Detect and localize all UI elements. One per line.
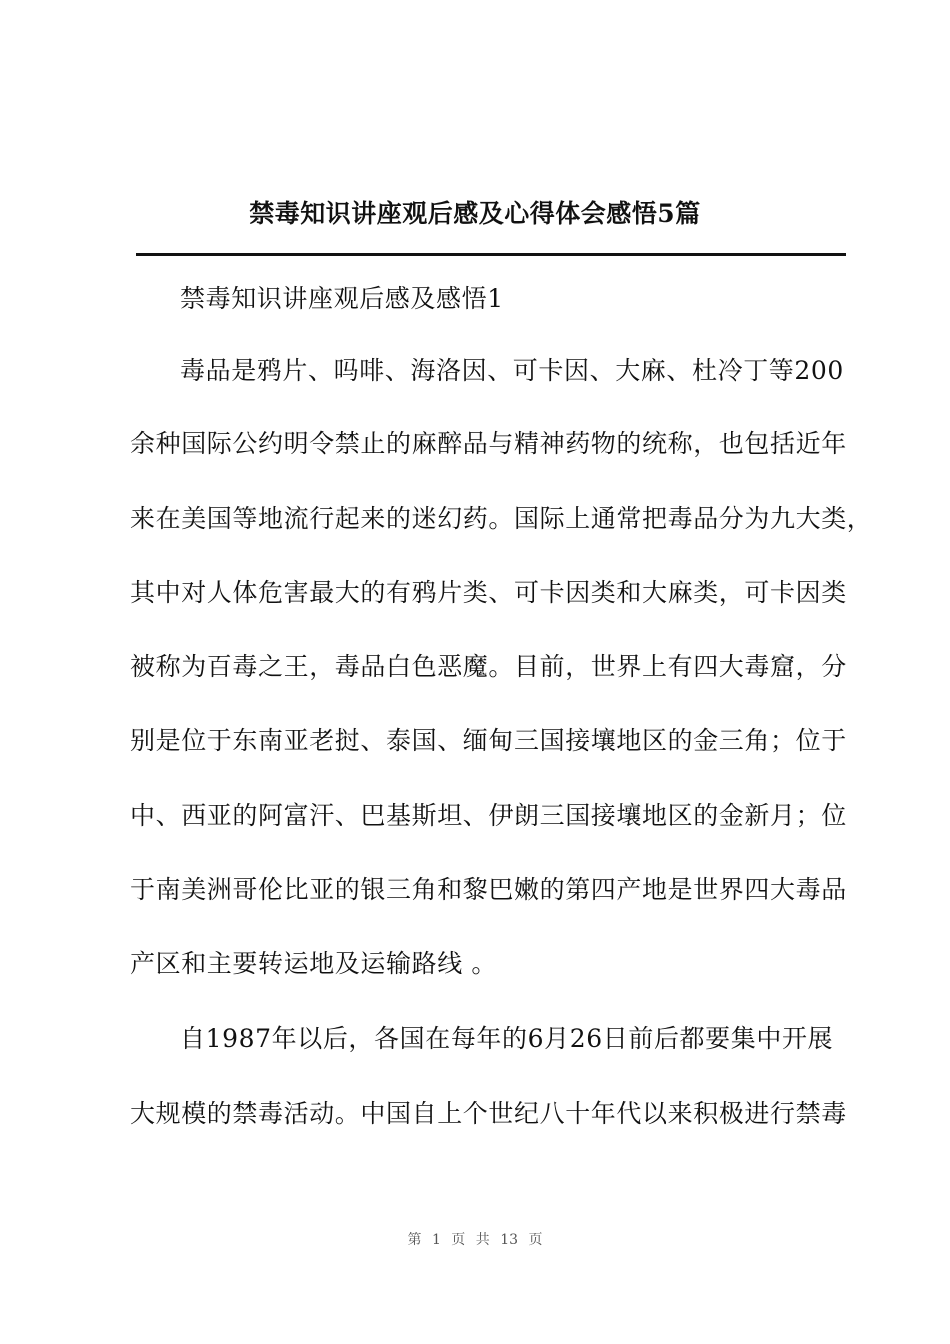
section-heading: 禁毒知识讲座观后感及感悟1 — [180, 284, 504, 313]
title-underline — [136, 253, 846, 256]
paragraph-line: 来在美国等地流行起来的迷幻药。国际上通常把毒品分为九大类， — [130, 504, 873, 533]
paragraph-line: 于南美洲哥伦比亚的银三角和黎巴嫩的第四产地是世界四大毒品 — [130, 875, 847, 904]
paragraph-line: 其中对人体危害最大的有鸦片类、可卡因类和大麻类，可卡因类 — [130, 578, 847, 607]
paragraph-line: 别是位于东南亚老挝、泰国、缅甸三国接壤地区的金三角；位于 — [130, 726, 847, 755]
paragraph-line: 被称为百毒之王，毒品白色恶魔。目前，世界上有四大毒窟，分 — [130, 652, 847, 681]
paragraph-line: 中、西亚的阿富汗、巴基斯坦、伊朗三国接壤地区的金新月；位 — [130, 801, 847, 830]
paragraph-line: 毒品是鸦片、吗啡、海洛因、可卡因、大麻、杜冷丁等200 — [180, 356, 844, 385]
page-number: 第 1 页 共 13 页 — [407, 1232, 543, 1248]
paragraph-line: 大规模的禁毒活动。中国自上个世纪八十年代以来积极进行禁毒 — [130, 1099, 847, 1128]
paragraph-line: 余种国际公约明令禁止的麻醉品与精神药物的统称，也包括近年 — [130, 429, 847, 458]
document-title: 禁毒知识讲座观后感及心得体会感悟5篇 — [249, 199, 701, 228]
paragraph-line: 产区和主要转运地及运输路线 。 — [130, 949, 497, 978]
paragraph-line: 自1987年以后，各国在每年的6月26日前后都要集中开展 — [180, 1024, 834, 1053]
